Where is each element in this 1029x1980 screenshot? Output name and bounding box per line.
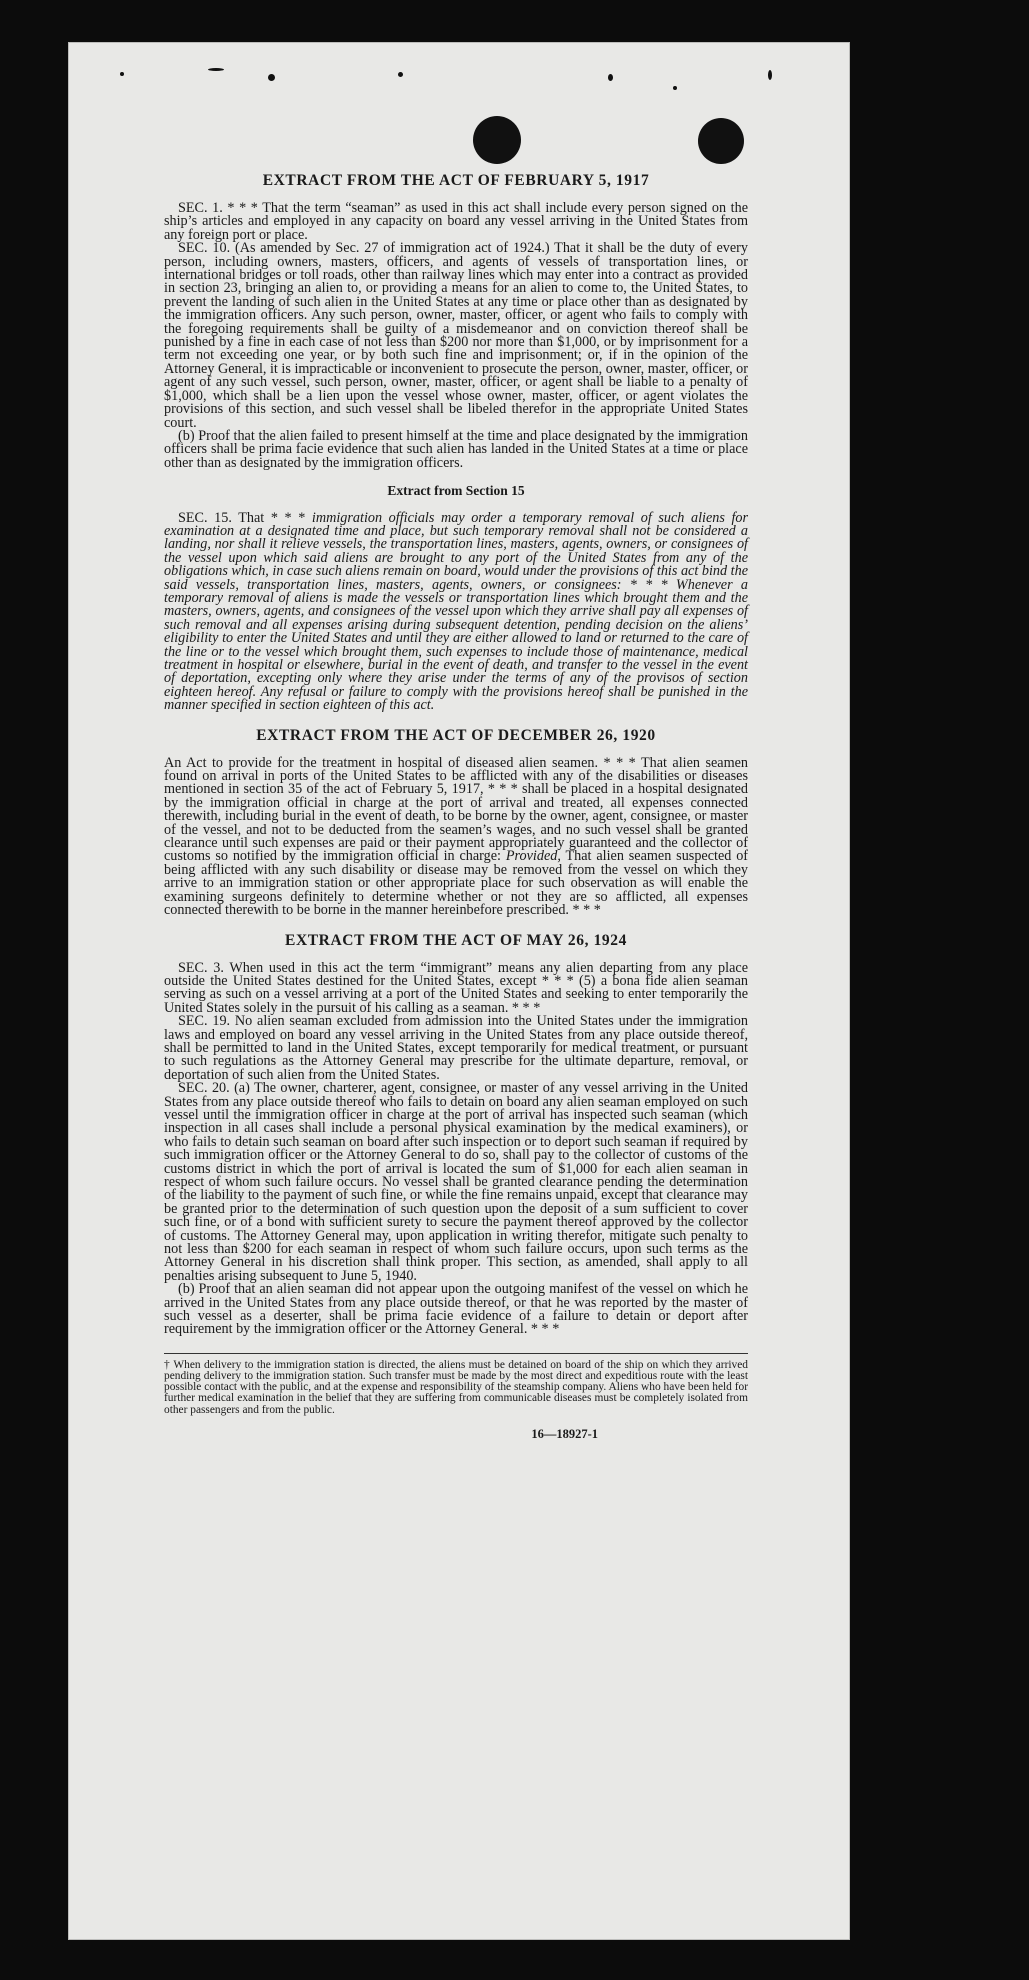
sec20-paragraph: SEC. 20. (a) The owner, charterer, agent, consignee, or master of any vessel arriving in the United States from any place outside thereof who fails to detain on board any alien seaman employed on such vessel until the immigration officer in charge at the port of arrival has inspected such seaman (which inspection in all cases shall include a personal physical examination by the medical examiners), or who fails to detain such seaman on board after such inspection or to deport such seaman if required by such immigration officer or the Attorney General to do so, shall pay to the collector of customs of the customs district in which the port of arrival is located the sum of $1,000 for each alien seaman in respect of whom such failure occurs. No vessel shall be granted clearance pending the determination of the liability to the payment of such fine, or while the fine remains unpaid, except that clearance may be granted prior to the determination of such question upon the deposit of a sum sufficient to cover such fine, or of a bond with sufficient surety to secure the payment thereof approved by the collector of customs. The Attorney General may, upon application in writing therefor, mitigate such penalty to not less than $200 for each seaman in respect of whom such failure occurs, upon such terms as the Attorney General in his discretion shall think proper. This section, as amended, shall apply to all penalties arising subsequent to June 5, 1940.: [164, 1080, 748, 1284]
heading-act-1920: EXTRACT FROM THE ACT OF DECEMBER 26, 1920: [256, 726, 656, 744]
document-body: [164, 172, 748, 1441]
heading-act-1917: EXTRACT FROM THE ACT OF FEBRUARY 5, 1917: [262, 172, 650, 189]
sec15-lead: SEC. 15. That * * *: [178, 509, 306, 526]
sec1-paragraph: SEC. 1. * * * That the term “seaman” as used in this act shall include every person signed on the ship’s articles and employed in any capacity on board any vessel arriving in the United States from any foreign port or place.: [164, 200, 748, 243]
sec19-paragraph: SEC. 19. No alien seaman excluded from admission into the United States under the immigration laws and employed on board any vessel arriving in the United States from any place outside thereof, shall be permitted to land in the United States, except temporarily for medical treatment, or pursuant to such regulations as the Attorney General may prescribe for the ultimate departure, removal, or deportation of such alien from the United States.: [164, 1013, 748, 1083]
document-page: [68, 42, 850, 1940]
sec15-body: immigration officials may order a temporary removal of such aliens for examination at a designated time and place, but such temporary removal shall not be considered a landing, nor shall it relieve vessels, the transportation lines, masters, agents, owners, or consignees of the vessel upon which said aliens are brought to any port of the United States from any of the obligations which, in case such aliens remain on board, would under the provisions of this act bind the said vessels, transportation lines, masters, agents, owners, or consignees: * * * Whenever a temporary removal of aliens is made the vessels or transportation lines which brought them and the masters, owners, agents, and consignees of the vessel upon which they arrive shall pay all expenses of such removal and all expenses arising during subsequent detention, pending decision on the aliens’ eligibility to enter the United States and until they are either allowed to land or returned to the care of the line or to the vessel which brought them, such expenses to include those of maintenance, medical treatment in hospital or elsewhere, burial in the event of death, and transfer to the vessel in the event of deportation, excepting only where they arise under the terms of any of the provisos of section eighteen hereof. Any refusal or failure to comply with the provisions hereof shall be punished in the manner specified in section eighteen of this act.: [164, 509, 749, 714]
sec15-paragraph: [164, 509, 749, 714]
footnote: † When delivery to the immigration station is directed, the aliens must be detained on board of the ship on which they arrived pending delivery to the immigration station. Such transfer must be made by the most direct and expeditious route with the least possible contact with the public, and at the expense and responsibility of the steamship company. Aliens who have been held for further medical examination in the belief that they are suffering from communicable diseases must be completely isolated from other passengers and from the public.: [164, 1353, 748, 1416]
heading-section-15: Extract from Section 15: [387, 483, 525, 499]
scan-artifacts: [68, 42, 850, 142]
act-1920-text: An Act to provide for the treatment in hospital of diseased alien seamen. * * * That alien seamen found on arrival in ports of the United States to be afflicted with any of the disabilities or diseases mentioned in section 35 of the act of February 5, 1917, * * * shall be placed in a hospital designated by the immigration official in charge at the port of arrival and treated, all expenses connected therewith, including burial in the event of death, to be borne by the owner, agent, consignee, or master of the vessel, and not to be deducted from the seamen’s wages, and no such vessel shall be granted clearance until such expenses are paid or their payment appropriately guaranteed and the collector of customs so notified by the immigration official in charge:: [164, 754, 748, 865]
form-number: 16—18927-1: [531, 1426, 598, 1441]
heading-act-1924: EXTRACT FROM THE ACT OF MAY 26, 1924: [285, 931, 627, 949]
sec10b-paragraph: (b) Proof that the alien failed to present himself at the time and place designated by the immigration officers shall be prima facie evidence that such alien has landed in the United States at a time or place other than as designated by the immigration officers.: [164, 427, 748, 471]
act-1920-paragraph: [164, 754, 749, 919]
sec10-paragraph: SEC. 10. (As amended by Sec. 27 of immigration act of 1924.) That it shall be the duty of every person, including owners, masters, officers, and agents of vessels of transportation lines, or international bridges or toll roads, other than railway lines which may enter into a contract as provided in section 23, bringing an alien to, or providing a means for an alien to come to, the United States, to prevent the landing of such alien in the United States at any time or place other than as designated by the immigration officers. Any such person, owner, master, officer, or agent who fails to comply with the foregoing requirements shall be guilty of a misdemeanor and on conviction thereof shall be punished by a fine in each case of not less than $200 nor more than $1,000, or by imprisonment for a term not exceeding one year, or by both such fine and imprisonment; or, if in the opinion of the Attorney General, it is impracticable or inconvenient to prosecute the person, owner, master, officer, or agent of any such vessel, such person, owner, master, officer, or agent shall be liable to a penalty of $1,000, which shall be a lien upon the vessel whose owner, master, officer, or agent violates the provisions of this section, and such vessel shall be libeled therefor in the appropriate United States court.: [164, 240, 748, 431]
act-1920-text-cont: That alien seamen suspected of being afflicted with any such disability or disease may be removed from the vessel on which they arrive to an immigration station or other appropriate place for such observation as will enable the examining surgeons definitely to determine whether or not they are so afflicted, all expenses connected therewith to be borne in the manner hereinbefore prescribed. * * *: [164, 848, 749, 919]
proviso-label: Provided,: [505, 848, 561, 865]
sec3-paragraph: SEC. 3. When used in this act the term “immigrant” means any alien departing from any place outside the United States destined for the United States, except * * * (5) a bona fide alien seaman serving as such on a vessel arriving at a port of the United States and seeking to enter temporarily the United States solely in the pursuit of his calling as a seaman. * * *: [164, 959, 748, 1016]
sec20b-paragraph: (b) Proof that an alien seaman did not appear upon the outgoing manifest of the vessel on which he arrived in the United States from any place outside thereof, or that he was reported by the master of such vessel as a deserter, shall be prima facie evidence of a failure to detain or deport after requirement by the immigration officer or the Attorney General. * * *: [164, 1281, 748, 1338]
